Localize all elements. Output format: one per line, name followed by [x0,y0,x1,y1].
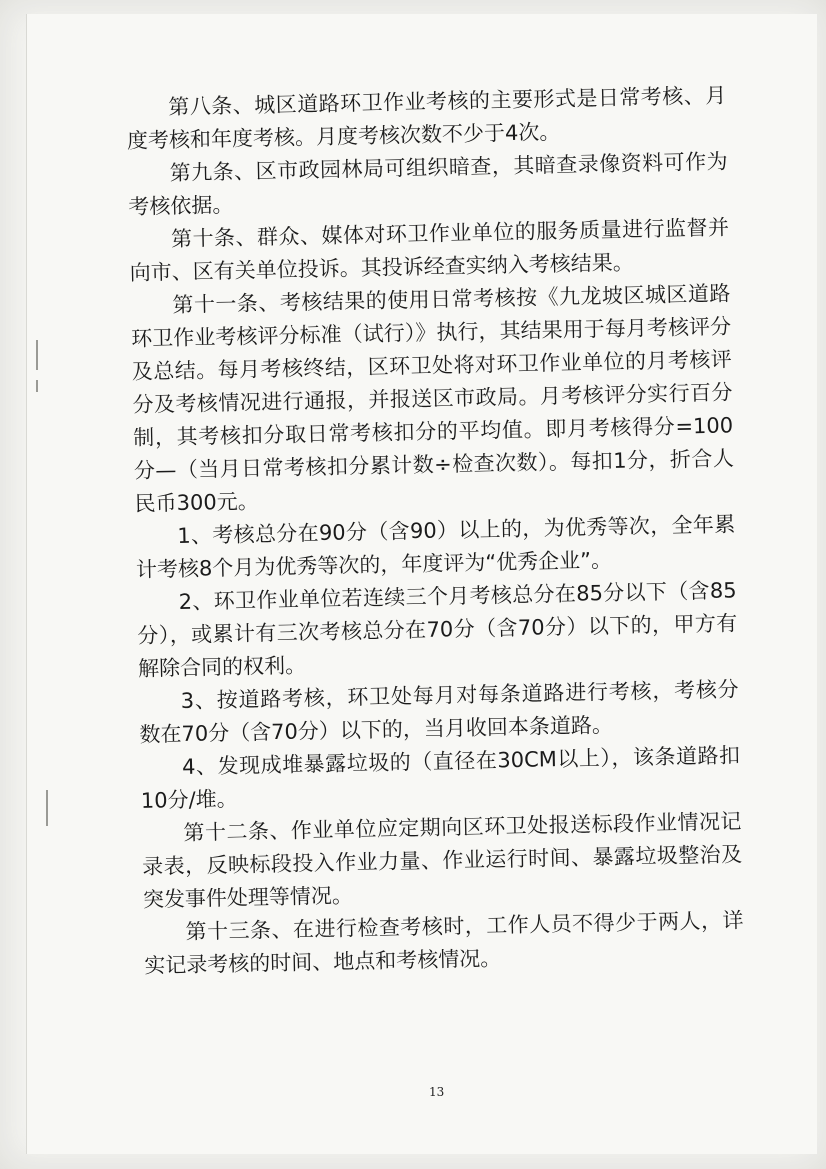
article-11-item-2: 2、环卫作业单位若连续三个月考核总分在85分以下（含85分），或累计有三次考核总分在70分（含70分）以下的，甲方有解除合同的权利。 [137,578,738,681]
article-11-item-1: 1、考核总分在90分（含90）以上的，为优秀等次，全年累计考核8个月为优秀等次的，年度评为“优秀企业”。 [135,512,736,582]
margin-mark [46,790,48,826]
article-8: 第八条、城区道路环卫作业考核的主要形式是日常考核、月度考核和年度考核。月度考核次数不少于4次。 [126,83,727,153]
article-11-item-4: 4、发现成堆暴露垃圾的（直径在30CM以上），该条道路扣10分/堆。 [140,743,741,813]
article-10: 第十条、群众、媒体对环卫作业单位的服务质量进行监督并向市、区有关单位投诉。其投诉经查实纳入考核结果。 [129,215,730,285]
margin-mark [36,380,38,392]
article-12: 第十二条、作业单位应定期向区环卫处报送标段作业情况记录表，反映标段投入作业力量、作业运行时间、暴露垃圾整治及突发事件处理等情况。 [141,809,743,912]
margin-mark [36,340,38,370]
document-body [126,79,745,982]
article-13: 第十三条、在进行检查考核时，工作人员不得少于两人，详实记录考核的时间、地点和考核情况。 [144,908,744,978]
page-number: 13 [429,1085,445,1099]
article-9: 第九条、区市政园林局可组织暗查，其暗查录像资料可作为考核依据。 [128,149,728,219]
article-11: 第十一条、考核结果的使用日常考核按《九龙坡区城区道路环卫作业考核评分标准（试行）》执行，其结果用于每月考核评分及总结。每月考核终结，区环卫处将对环卫作业单位的月考核评分及考核情况进行通报，并报送区市政局。月考核评分实行百分制，其考核扣分取日常考核扣分的平均值。即月考核得分=100分—（当月日常考核扣分累计数÷检查次数）。每扣1分，折合人民币300元。 [130,281,735,516]
article-11-item-3: 3、按道路考核，环卫处每月对每条道路进行考核，考核分数在70分（含70分）以下的，当月收回本条道路。 [139,677,739,747]
